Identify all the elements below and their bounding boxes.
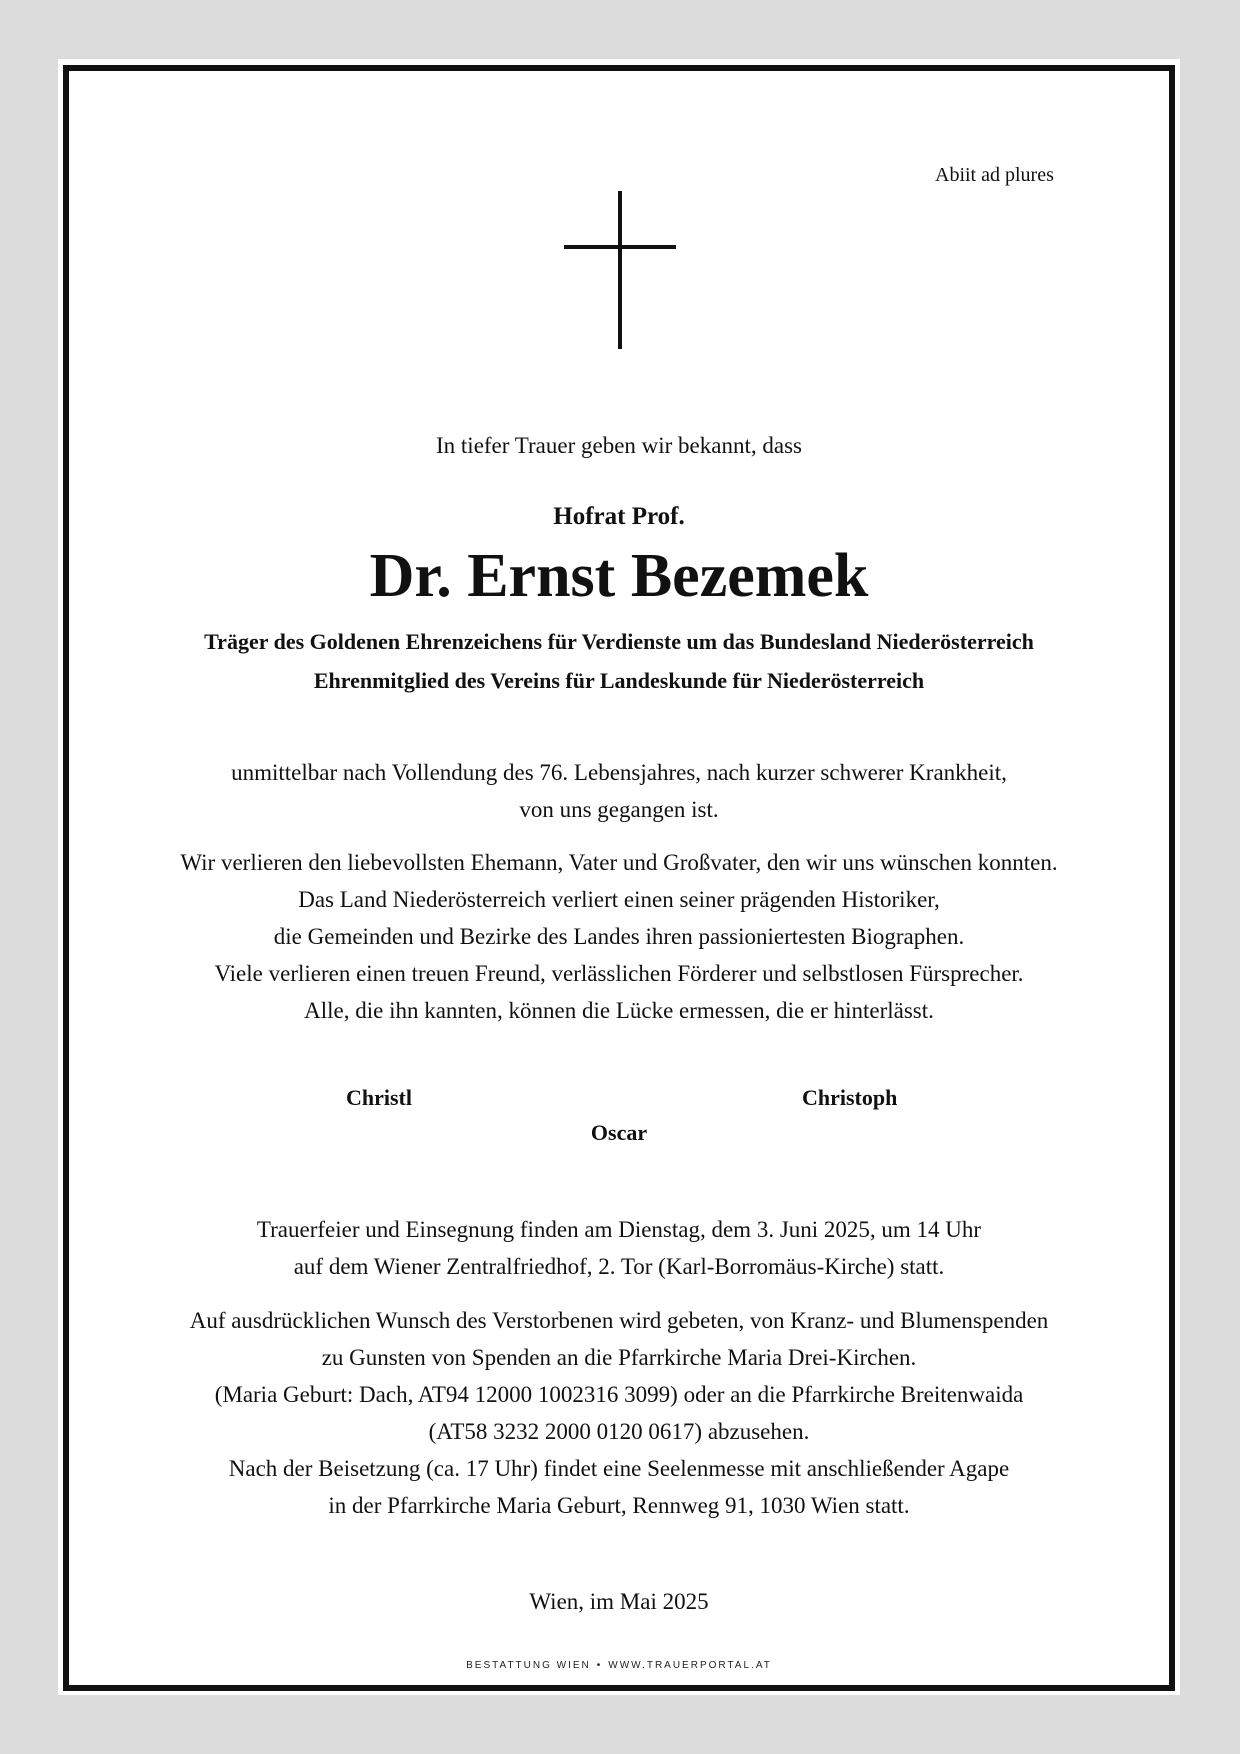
footer-company: BESTATTUNG WIEN bbox=[466, 1660, 591, 1671]
deceased-title: Hofrat Prof. bbox=[553, 503, 685, 530]
tribute-line: Das Land Niederösterreich verliert einen seiner prägenden Historiker, bbox=[298, 887, 940, 912]
tribute-line: Viele verlieren einen treuen Freund, verlässlichen Förderer und selbstlosen Fürsprecher. bbox=[214, 961, 1024, 986]
donation-line: Auf ausdrücklichen Wunsch des Verstorbenen wird gebeten, von Kranz- und Blumenspenden bbox=[189, 1308, 1049, 1333]
ceremony-line: Trauerfeier und Einsegnung finden am Dienstag, dem 3. Juni 2025, um 14 Uhr bbox=[256, 1217, 982, 1242]
passing-line: unmittelbar nach Vollendung des 76. Lebensjahres, nach kurzer schwerer Krankheit, bbox=[231, 760, 1007, 785]
donation-line: Nach der Beisetzung (ca. 17 Uhr) findet eine Seelenmesse mit anschließender Agape bbox=[228, 1456, 1010, 1481]
mourner-center: Oscar bbox=[590, 1120, 648, 1145]
motto: Abiit ad plures bbox=[935, 164, 1054, 186]
place-date: Wien, im Mai 2025 bbox=[529, 1589, 709, 1614]
donation-line: (Maria Geburt: Dach, AT94 12000 1002316 3099) oder an die Pfarrkirche Breitenwaida bbox=[214, 1382, 1024, 1407]
tribute-line: Wir verlieren den liebevollsten Ehemann, Vater und Großvater, den wir uns wünschen konnten. bbox=[180, 850, 1058, 875]
footer bbox=[58, 1660, 1180, 1671]
mourner-left: Christl bbox=[346, 1085, 412, 1110]
donation-line: in der Pfarrkirche Maria Geburt, Rennweg 91, 1030 Wien statt. bbox=[328, 1493, 910, 1518]
passing-line: von uns gegangen ist. bbox=[519, 797, 719, 822]
obituary-sheet bbox=[58, 59, 1180, 1695]
deceased-name: Dr. Ernst Bezemek bbox=[369, 542, 869, 610]
tribute-line: Alle, die ihn kannten, können die Lücke ermessen, die er hinterlässt. bbox=[304, 998, 934, 1023]
footer-website: WWW.TRAUERPORTAL.AT bbox=[608, 1660, 772, 1671]
honor-line: Träger des Goldenen Ehrenzeichens für Verdienste um das Bundesland Niederösterreich bbox=[204, 629, 1034, 654]
ceremony-line: auf dem Wiener Zentralfriedhof, 2. Tor (Karl-Borromäus-Kirche) statt. bbox=[293, 1254, 945, 1279]
donation-line: zu Gunsten von Spenden an die Pfarrkirche Maria Drei-Kirchen. bbox=[321, 1345, 917, 1370]
cross-icon bbox=[564, 191, 676, 349]
honor-line: Ehrenmitglied des Vereins für Landeskunde für Niederösterreich bbox=[313, 668, 925, 693]
intro-text: In tiefer Trauer geben wir bekannt, dass bbox=[436, 433, 802, 458]
footer-separator: • bbox=[596, 1660, 603, 1671]
mourner-right: Christoph bbox=[802, 1085, 898, 1110]
tribute-line: die Gemeinden und Bezirke des Landes ihren passioniertesten Biographen. bbox=[273, 924, 965, 949]
donation-line: (AT58 3232 2000 0120 0617) abzusehen. bbox=[428, 1419, 810, 1444]
